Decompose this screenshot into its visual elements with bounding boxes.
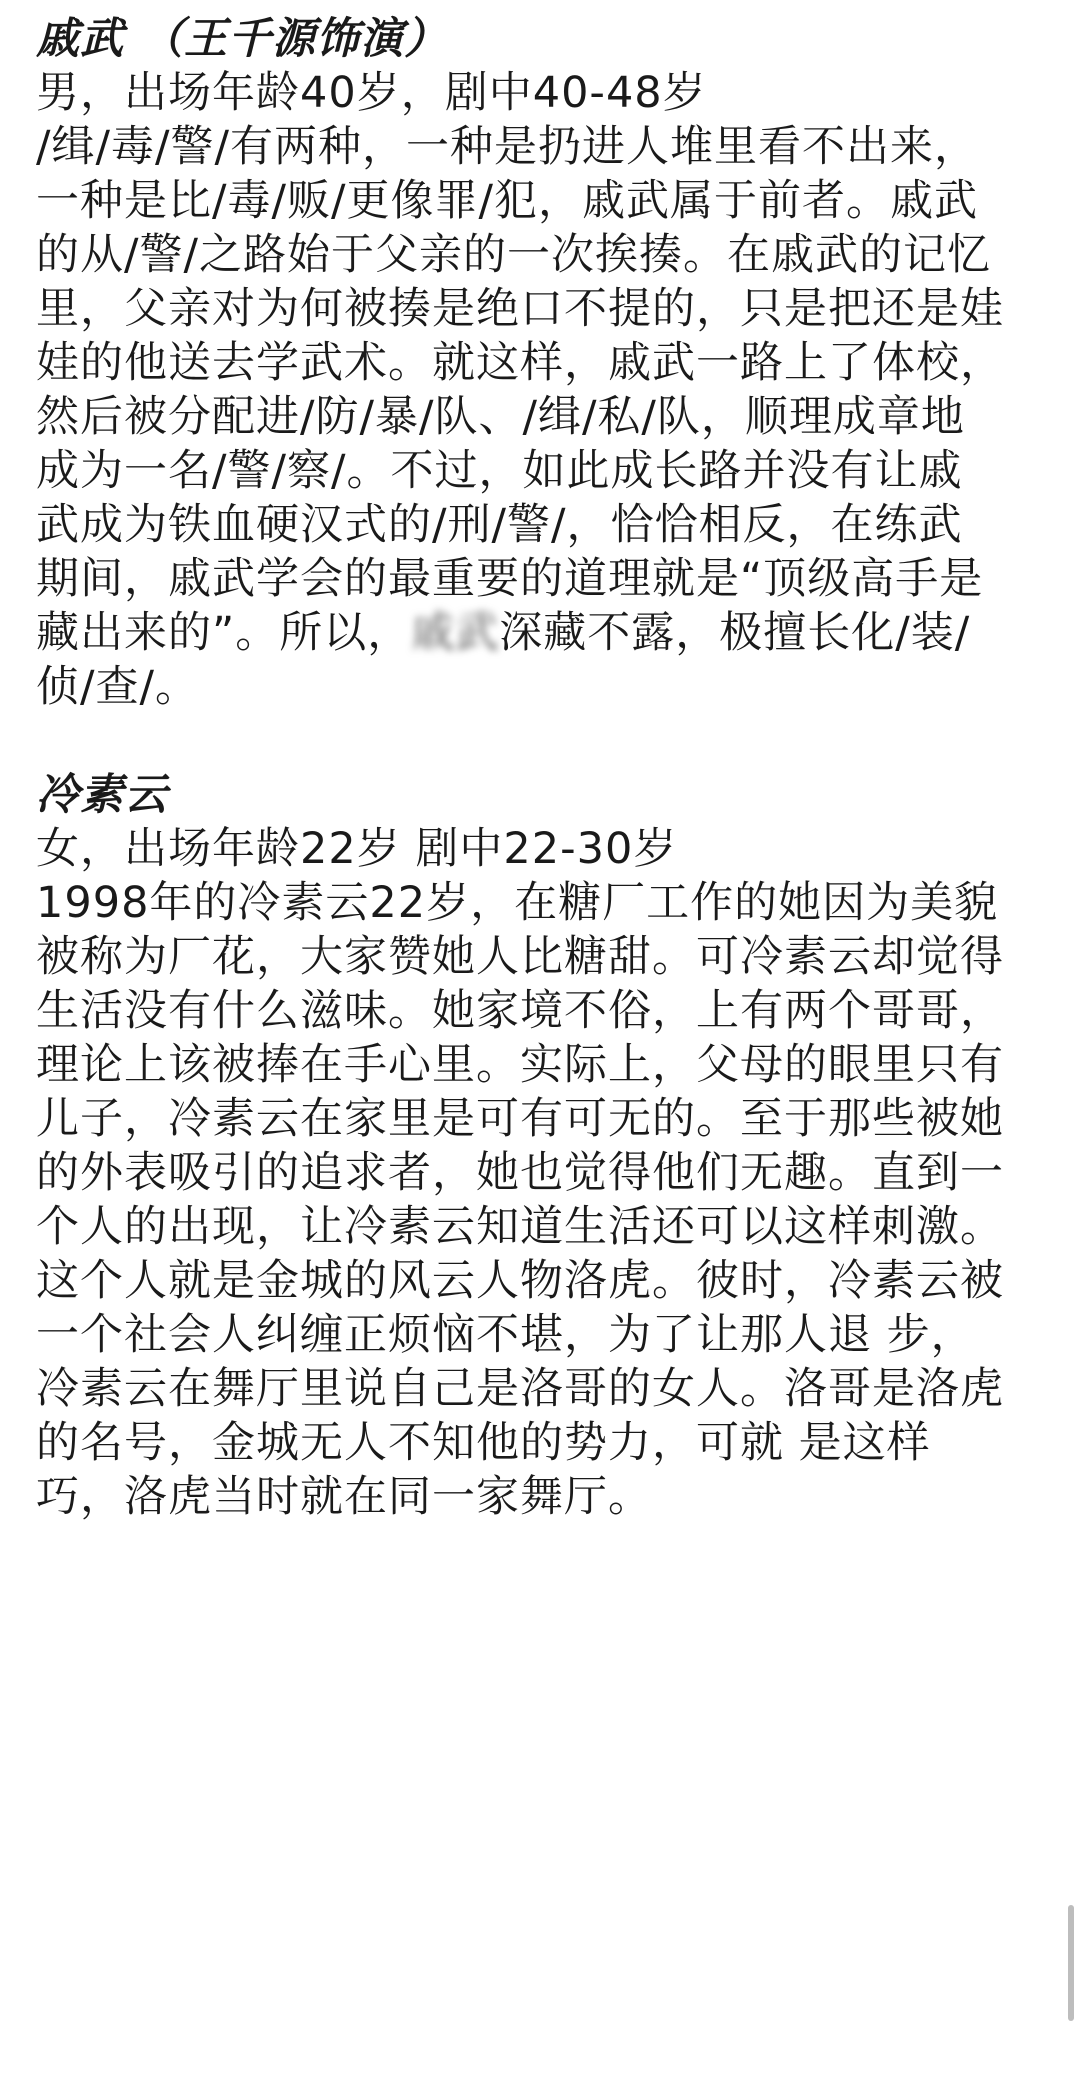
paragraph-line: 然后被分配进/防/暴/队、/缉/私/队，顺理成章地 xyxy=(36,392,965,442)
paragraph-line: /缉/毒/警/有两种，一种是扔进人堆里看不出来， xyxy=(36,122,978,172)
paragraph-line: 冷素云在舞厅里说自己是洛哥的女人。洛哥是洛虎 xyxy=(36,1364,1004,1414)
paragraph-text: 藏出来的”。所以， xyxy=(36,608,412,658)
paragraph-line: 被称为厂花，大家赞她人比糖甜。可冷素云却觉得 xyxy=(36,932,1004,982)
paragraph-line: 生活没有什么滋味。她家境不俗，上有两个哥哥， xyxy=(36,986,1004,1036)
scrollbar[interactable] xyxy=(1068,1905,1074,2021)
paragraph-line xyxy=(36,606,970,660)
paragraph-line: 一个社会人纠缠正烦恼不堪，为了让那人退 步， xyxy=(36,1310,975,1360)
paragraph-line: 女，出场年龄22岁 剧中22-30岁 xyxy=(36,824,678,874)
paragraph-line: 里，父亲对为何被揍是绝口不提的，只是把还是娃 xyxy=(36,284,1004,334)
paragraph-line: 这个人就是金城的风云人物洛虎。彼时，冷素云被 xyxy=(36,1256,1004,1306)
blurred-name: 戚武 xyxy=(411,608,500,658)
paragraph-text: 深藏不露，极擅长化/装/ xyxy=(499,608,971,658)
character-title-qiwu: 戚武 （王千源饰演） xyxy=(36,14,448,64)
paragraph-line: 巧，洛虎当时就在同一家舞厅。 xyxy=(36,1472,652,1522)
paragraph-line: 男，出场年龄40岁，剧中40-48岁 xyxy=(36,68,707,118)
paragraph-line: 成为一名/警/察/。不过，如此成长路并没有让戚 xyxy=(36,446,963,496)
paragraph-line: 儿子，冷素云在家里是可有可无的。至于那些被她 xyxy=(36,1094,1004,1144)
paragraph-line: 期间，戚武学会的最重要的道理就是“顶级高手是 xyxy=(36,554,984,604)
paragraph-line: 理论上该被捧在手心里。实际上，父母的眼里只有 xyxy=(36,1040,1004,1090)
paragraph-line: 一种是比/毒/贩/更像罪/犯，戚武属于前者。戚武 xyxy=(36,176,978,226)
character-title-lengsuyun: 冷素云 xyxy=(36,770,168,820)
paragraph-line: 个人的出现，让冷素云知道生活还可以这样刺激。 xyxy=(36,1202,1004,1252)
paragraph-line: 的从/警/之路始于父亲的一次挨揍。在戚武的记忆 xyxy=(36,230,991,280)
paragraph-line: 的名号，金城无人不知他的势力，可就 是这样 xyxy=(36,1418,931,1468)
paragraph-line: 的外表吸引的追求者，她也觉得他们无趣。直到一 xyxy=(36,1148,1004,1198)
paragraph-line: 武成为铁血硬汉式的/刑/警/，恰恰相反，在练武 xyxy=(36,500,963,550)
paragraph-line: 1998年的冷素云22岁，在糖厂工作的她因为美貌 xyxy=(36,878,999,928)
paragraph-line: 侦/查/。 xyxy=(36,662,199,712)
paragraph-line: 娃的他送去学武术。就这样，戚武一路上了体校， xyxy=(36,338,1004,388)
